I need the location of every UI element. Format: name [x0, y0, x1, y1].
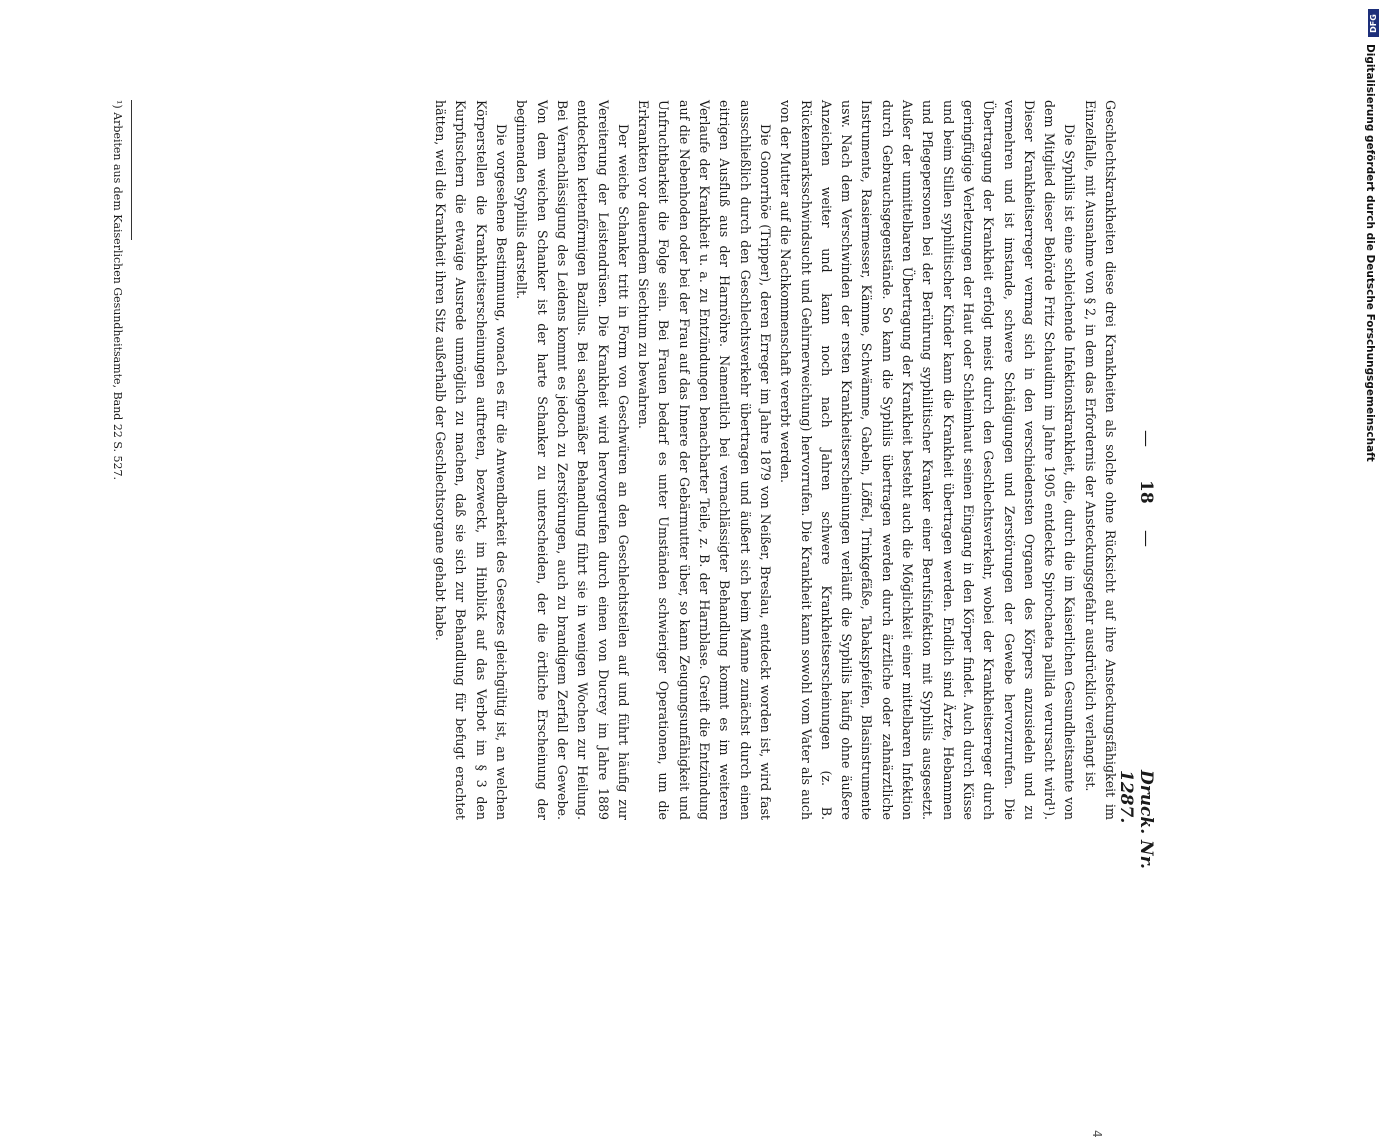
document-body	[430, 100, 1120, 820]
page-header	[1116, 100, 1160, 900]
rotated-document-page	[111, 100, 1160, 1138]
footnote: ¹) Arbeiten aus dem Kaiserlichen Gesundheitsamte, Band 22 S. 527.	[111, 100, 124, 480]
footnote-rule	[131, 100, 132, 240]
pencil-annotation: 4	[1090, 1130, 1104, 1138]
header-dash-left: —	[1136, 430, 1156, 449]
print-number: Druck. Nr. 1287.	[1116, 770, 1156, 869]
header-dash-right: —	[1136, 530, 1156, 549]
paragraph-bestimmung: Die vorgesehene Bestimmung, wonach es für die Anwendbarkeit des Gesetzes gleichgültig ist, an welchen Körperstellen die Krankheitserscheinungen auftreten, bezweckt, im Hinblick auf das Verbot im § 3 den Kurpfuschern die etwaige Ausrede unmöglich zu machen, daß sie sich zur Behandlung für befugt erachtet hätten, weil die Krankheit ihren Sitz außerhalb der Geschlechtsorgane gehabt habe.	[433, 100, 510, 820]
paragraph-syphilis: Die Syphilis ist eine schleichende Infektionskrankheit, die, durch die im Kaiserlichen Gesundheitsamte von dem Mitglied dieser Behörde Fritz Schaudinn im Jahre 1905 entdeckte Spirochaeta pallida verursacht wird¹). Dieser Krankheitserreger vermag sich in den verschiedensten Organen des Körpers anzusiedeln und zu vermehren und ist imstande, schwere Schädigungen und Zerstörungen der Gewebe hervorzurufen. Die Übertragung der Krankheit erfolgt meist durch den Geschlechtsverkehr, wobei der Krankheitserreger durch geringfügige Verletzungen der Haut oder Schleimhaut seinen Eingang in den Körper findet. Auch durch Küsse und beim Stillen syphilitischer Kinder kann die Krankheit übertragen werden. Endlich sind Ärzte, Hebammen und Pflegepersonen bei der Berührung syphilitischer Kranker einer Berufsinfektion mit Syphilis ausgesetzt. Außer der unmittelbaren Übertragung der Krankheit besteht auch die Möglichkeit einer mittelbaren Infektion durch Gebrauchsgegenstände. So kann die Syphilis übertragen werden durch ärztliche oder zahnärztliche Instrumente, Rasiermesser, Kämme, Schwämme, Gabeln, Löffel, Trinkgefäße, Tabakspfeifen, Blasinstrumente usw. Nach dem Verschwinden der ersten Krankheitserscheinungen verläuft die Syphilis häufig ohne äußere Anzeichen weiter und kann noch nach Jahren schwere Krankheitserscheinungen (z. B. Rückenmarksschwindsucht und Gehirnerweichung) hervorrufen. Die Krankheit kann sowohl vom Vater als auch von der Mutter auf die Nachkommenschaft vererbt werden.	[778, 100, 1078, 820]
digitization-credit: Digitalisierung gefördert durch die Deutsche Forschungsgemeinschaft	[1364, 44, 1376, 462]
paragraph-schanker: Der weiche Schanker tritt in Form von Geschwüren an den Geschlechtsteilen auf und führt häufig zur Vereiterung der Leistendrüsen. Die Krankheit wird hervorgerufen durch einen von Ducrey im Jahre 1889 entdeckten kettenförmigen Bazillus. Bei sachgemäßer Behandlung führt sie in wenigen Wochen zur Heilung. Bei Vernachlässigung des Leidens kommt es jedoch zu Zerstörungen, auch zu brandigem Zerfall der Gewebe. Von dem weichen Schanker ist der harte Schanker zu unterscheiden, der die örtliche Erscheinung der beginnenden Syphilis darstellt.	[514, 100, 631, 820]
dfg-logo-text: DFG	[1369, 13, 1379, 33]
paragraph-intro: Geschlechtskrankheiten diese drei Krankheiten als solche ohne Rücksicht auf ihre Ansteckungsfähigkeit im Einzelfalle, mit Ausnahme von § 2, in dem das Erfordernis der Ansteckungsgefahr ausdrücklich verlangt ist.	[1082, 100, 1118, 820]
paragraph-gonorrhoe: Die Gonorrhöe (Tripper), deren Erreger im Jahre 1879 von Neißer, Breslau, entdeckt worden ist, wird fast ausschließlich durch den Geschlechtsverkehr übertragen und äußert sich beim Manne zunächst durch einen eitrigen Ausfluß aus der Harnröhre. Namentlich bei vernachlässigter Behandlung kommt es im weiteren Verlaufe der Krankheit u. a. zu Entzündungen benachbarter Teile, z. B. der Harnblase. Greift die Entzündung auf die Nebenhoden oder bei der Frau auf das Innere der Gebärmutter über, so kann Zeugungsunfähigkeit und Unfruchtbarkeit die Folge sein. Bei Frauen bedarf es unter Umständen schwieriger Operationen, um die Erkrankten vor dauerndem Siechtum zu bewahren.	[636, 100, 773, 820]
page-number: 18	[1136, 480, 1156, 504]
dfg-logo	[1368, 9, 1379, 37]
